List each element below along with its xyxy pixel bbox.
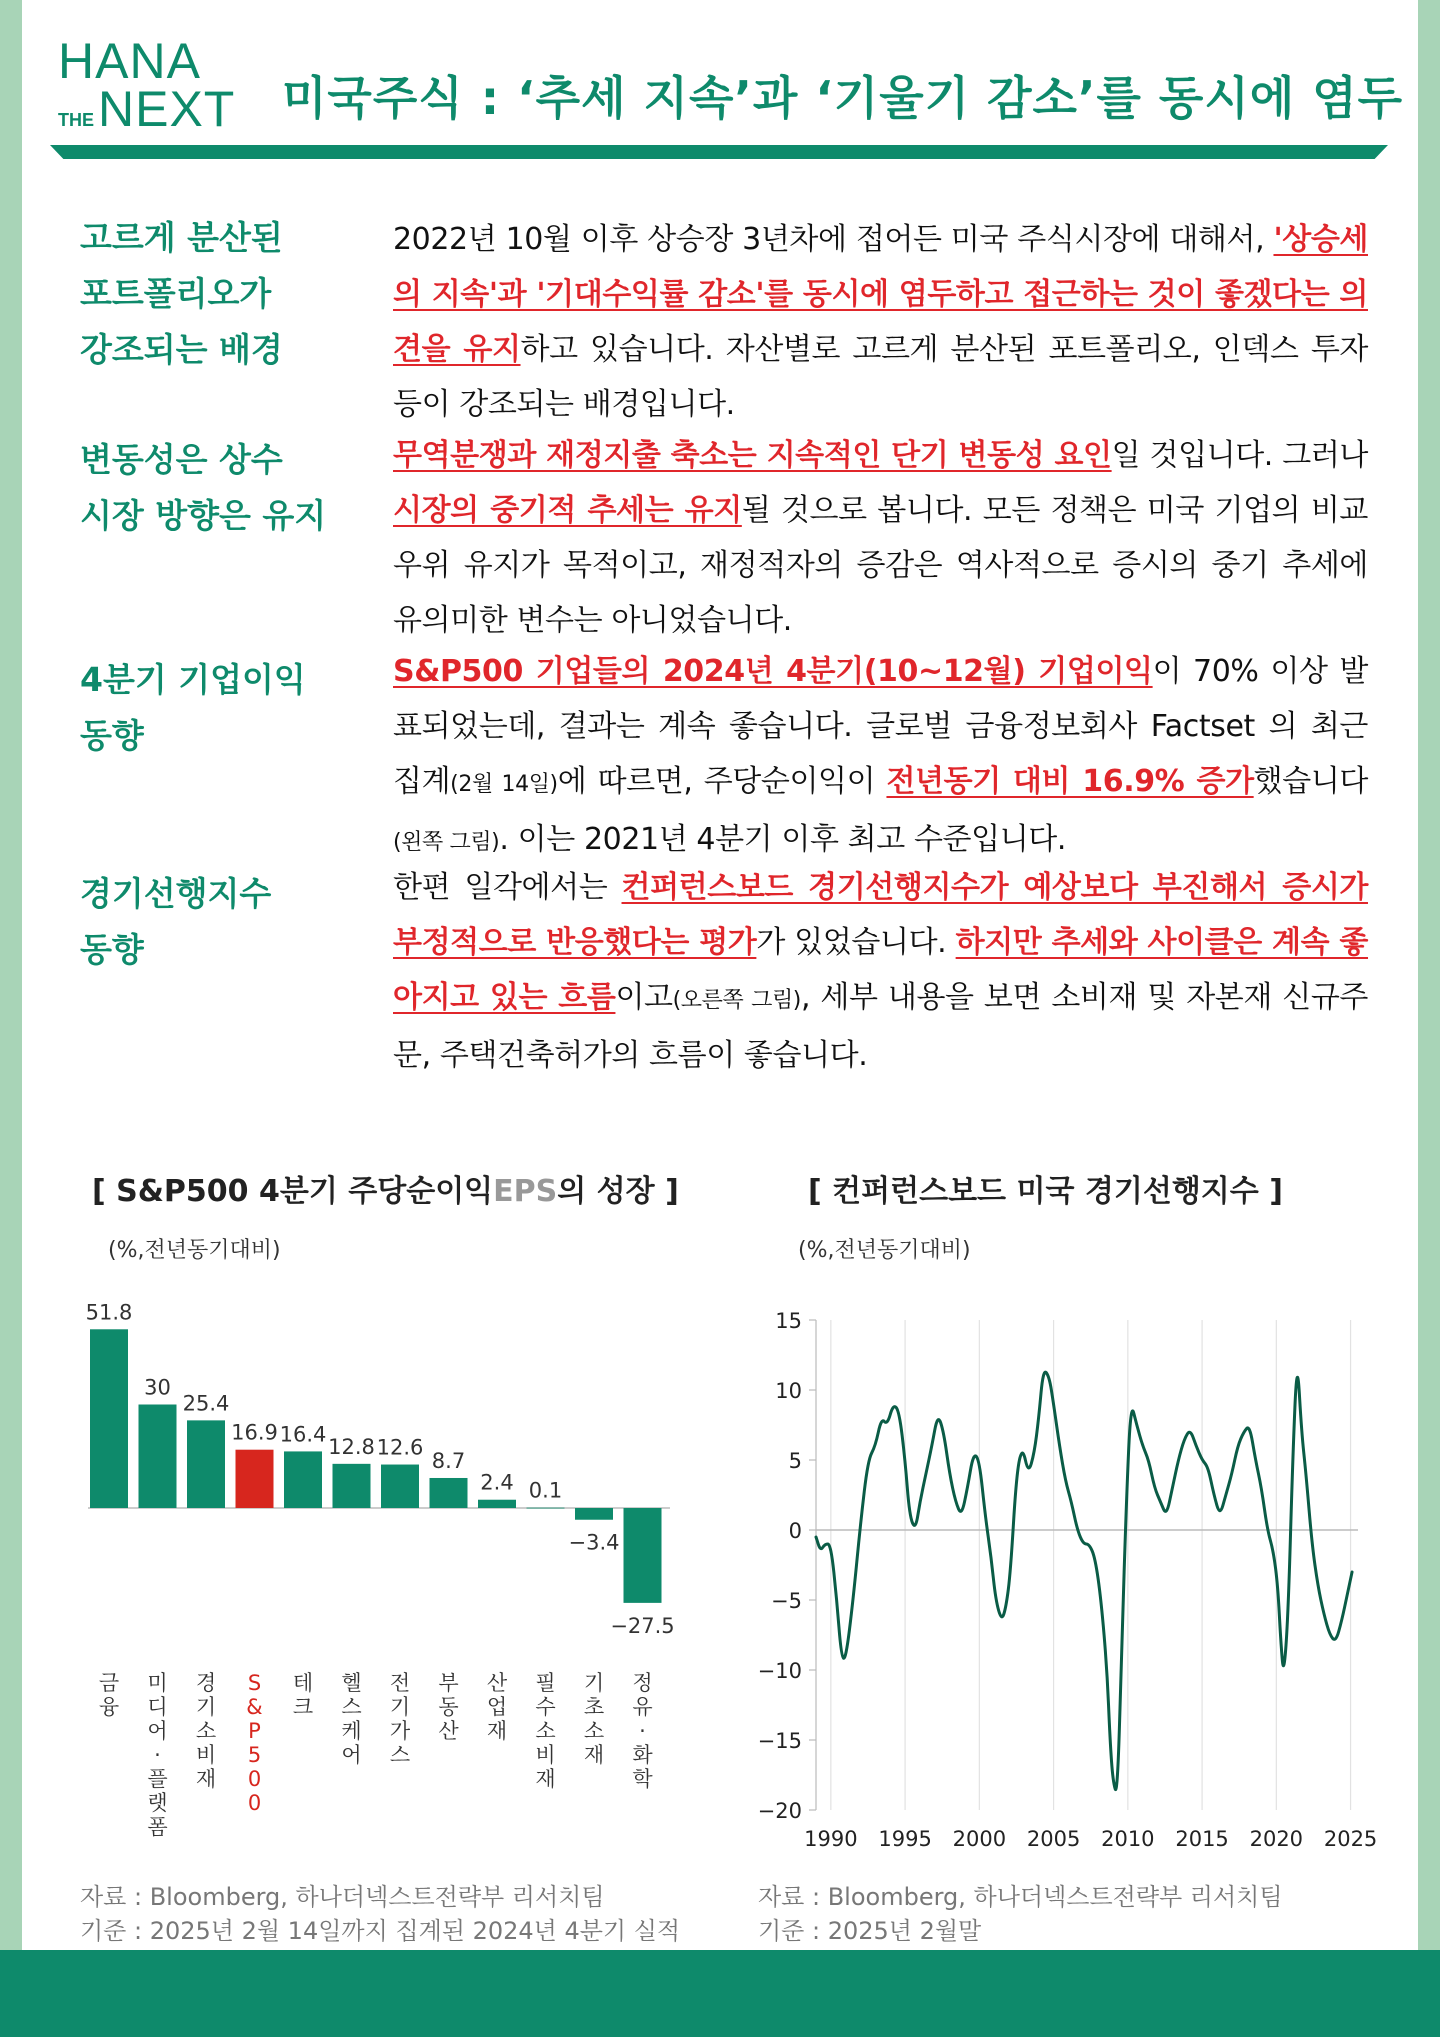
bottom-band: [0, 1950, 1440, 2037]
section-label-line: 시장 방향은 유지: [80, 496, 327, 535]
chart-left-title: [92, 1166, 679, 1210]
y-tick-label: −15: [757, 1729, 802, 1753]
bar-1: [139, 1405, 177, 1509]
x-tick-label: 2000: [952, 1827, 1007, 1851]
category-label: 기 초 소 재: [583, 1671, 605, 1767]
category-label: S & P 5 0 0: [246, 1671, 263, 1815]
x-tick-label: 2015: [1175, 1827, 1229, 1851]
bar-4: [284, 1451, 322, 1508]
section-body: [393, 860, 1368, 1083]
y-tick-label: −5: [771, 1589, 802, 1613]
highlight-text: 컨퍼런스보드 경기선행지수가 예상보다 부진해서 증시가 부정적으로 반응했다는 평가: [393, 870, 1368, 960]
category-label: 산 업 재: [486, 1671, 508, 1743]
section-label-line: 경기선행지수: [80, 874, 272, 913]
section-label-line: 동향: [80, 930, 144, 969]
bar-5: [333, 1464, 371, 1508]
body-text: 한편 일각에서는: [393, 870, 622, 905]
category-label: 금 융: [98, 1671, 120, 1719]
section-body: [393, 644, 1368, 870]
y-tick-label: 0: [788, 1519, 802, 1543]
x-tick-label: 1990: [804, 1827, 858, 1851]
small-note: (왼쪽 그림): [393, 830, 500, 855]
body-text: 했습니다: [1253, 764, 1368, 799]
chart-left-source-line: 자료 : Bloomberg, 하나더넥스트전략부 리서치팀: [80, 1883, 605, 1911]
y-tick-label: 10: [775, 1379, 802, 1403]
body-text: 가 있었습니다.: [756, 925, 956, 960]
bar-value-label: −27.5: [610, 1613, 675, 1638]
logo-the: THE: [58, 110, 94, 130]
bar-value-label: 8.7: [431, 1448, 466, 1473]
chart-left-unit: (%,전년동기대비): [108, 1238, 281, 1263]
x-tick-label: 2005: [1026, 1827, 1081, 1851]
page-title: 미국주식 : ‘추세 지속’과 ‘기울기 감소’를 동시에 염두: [282, 71, 1404, 125]
category-label: 부 동 산: [438, 1671, 459, 1743]
chart-right-basis-line: 기준 : 2025년 2월말: [758, 1917, 982, 1945]
body-text: 하고 있습니다. 자산별로 고르게 분산된 포트폴리오, 인덱스 투자 등이 강조되는 배경입니다.: [393, 332, 1368, 422]
body-text: 에 따르면, 주당순이익이: [557, 764, 887, 799]
hana-the-next-logo: [58, 33, 236, 137]
small-note: (2월 14일): [450, 772, 558, 797]
x-tick-label: 1995: [878, 1827, 932, 1851]
y-tick-label: 5: [788, 1449, 802, 1473]
bar-value-label: 30: [144, 1375, 171, 1400]
category-label: 전 기 가 스: [389, 1671, 411, 1767]
section-label: [80, 866, 370, 978]
section-label-line: 강조되는 배경: [80, 330, 283, 369]
bar-value-label: 51.8: [85, 1300, 133, 1325]
section-label: [80, 652, 370, 764]
category-label: 미 디 어 · 플 랫 폼: [147, 1671, 168, 1839]
category-label: 경 기 소 비 재: [195, 1671, 217, 1791]
section-label-line: 포트폴리오가: [80, 274, 272, 313]
x-tick-label: 2025: [1323, 1827, 1378, 1851]
logo-hana: HANA: [58, 33, 201, 89]
section-label: [80, 210, 370, 378]
section-label-line: 동향: [80, 716, 144, 755]
leading-index-line-chart: [740, 1290, 1380, 1890]
y-tick-label: −20: [757, 1799, 802, 1823]
bar-11: [624, 1508, 662, 1603]
body-text: 일 것입니다. 그러나: [1111, 438, 1368, 473]
section-body: [393, 428, 1368, 648]
chart-left-title-c: 의 성장 ]: [557, 1174, 679, 1209]
body-text: . 이는 2021년 4분기 이후 최고 수준입니다.: [499, 822, 1067, 857]
highlight-text: 시장의 중기적 추세는 유지: [393, 493, 742, 528]
section-label: [80, 432, 370, 544]
category-label: 테 크: [292, 1671, 314, 1719]
header-rule: [50, 145, 1388, 159]
y-tick-label: 15: [775, 1309, 802, 1333]
bar-0: [90, 1329, 128, 1508]
highlight-text: 전년동기 대비 16.9% 증가: [886, 764, 1254, 799]
chart-left-title-a: [ S&P500 4분기 주당순이익: [92, 1174, 494, 1209]
bar-value-label: 16.9: [231, 1420, 278, 1445]
chart-left-title-eps: EPS: [493, 1174, 558, 1209]
bar-value-label: 0.1: [528, 1478, 563, 1503]
chart-right-unit: (%,전년동기대비): [798, 1238, 971, 1263]
bar-7: [430, 1478, 468, 1508]
small-note: (오른쪽 그림): [672, 988, 801, 1013]
category-label: 헬 스 케 어: [341, 1671, 362, 1767]
chart-left-basis-line: 기준 : 2025년 2월 14일까지 집계된 2024년 4분기 실적: [80, 1917, 681, 1945]
body-text: 될 것으로 봅니다. 모든 정책은 미국 기업의 비교우위 유지가 목적이고, 재정적자의 증감은 역사적으로 증시의 중기 추세에 유의미한 변수는 아니었습니다.: [393, 493, 1368, 638]
bar-6: [381, 1465, 419, 1508]
category-label: 정 유 · 화 학: [632, 1671, 653, 1791]
leading-index-line: [816, 1372, 1352, 1790]
bar-value-label: 12.8: [328, 1434, 375, 1459]
section-label-line: 변동성은 상수: [80, 440, 283, 479]
bar-8: [478, 1500, 516, 1508]
bar-2: [187, 1420, 225, 1508]
x-tick-label: 2020: [1249, 1827, 1304, 1851]
section-label-line: 4분기 기업이익: [80, 660, 306, 699]
x-tick-label: 2010: [1101, 1827, 1155, 1851]
logo-next: NEXT: [98, 81, 236, 137]
section-label-line: 고르게 분산된: [80, 218, 283, 257]
chart-right-title: [ 컨퍼런스보드 미국 경기선행지수 ]: [808, 1174, 1283, 1209]
chart-right-source: [758, 1880, 1283, 1948]
bar-value-label: 16.4: [279, 1422, 327, 1447]
body-text: 이 70% 이상 발표되었는데, 결과는 계속 좋습니다. 글로벌 금융정보회사 Factset 의 최근 집계: [393, 654, 1368, 799]
body-text: 이고: [615, 980, 673, 1015]
chart-right-source-line: 자료 : Bloomberg, 하나더넥스트전략부 리서치팀: [758, 1883, 1283, 1911]
bar-value-label: 12.6: [376, 1435, 424, 1460]
bar-value-label: 25.4: [182, 1391, 230, 1416]
section-body: [393, 212, 1368, 432]
body-text: 2022년 10월 이후 상승장 3년차에 접어든 미국 주식시장에 대해서,: [393, 222, 1274, 257]
chart-left-source: [80, 1880, 680, 1948]
bar-value-label: 2.4: [480, 1470, 514, 1495]
body-text: , 세부 내용을 보면 소비재 및 자본재 신규주문, 주택건축허가의 흐름이 좋습니다.: [393, 980, 1368, 1073]
eps-growth-bar-chart: [80, 1270, 720, 1840]
highlight-text: '상승세의 지속'과 '기대수익률 감소'를 동시에 염두하고 접근하는 것이 좋겠다는 의견을 유지: [393, 222, 1368, 367]
bar-value-label: −3.4: [568, 1530, 620, 1555]
y-tick-label: −10: [757, 1659, 802, 1683]
highlight-text: 하지만 추세와 사이클은 계속 좋아지고 있는 흐름: [393, 925, 1369, 1015]
bar-3: [236, 1450, 274, 1508]
bar-9: [527, 1508, 565, 1509]
category-label: 필 수 소 비 재: [535, 1671, 556, 1791]
highlight-text: S&P500 기업들의 2024년 4분기(10~12월) 기업이익: [393, 654, 1153, 689]
highlight-text: 무역분쟁과 재정지출 축소는 지속적인 단기 변동성 요인: [393, 438, 1112, 473]
bar-10: [575, 1508, 613, 1520]
